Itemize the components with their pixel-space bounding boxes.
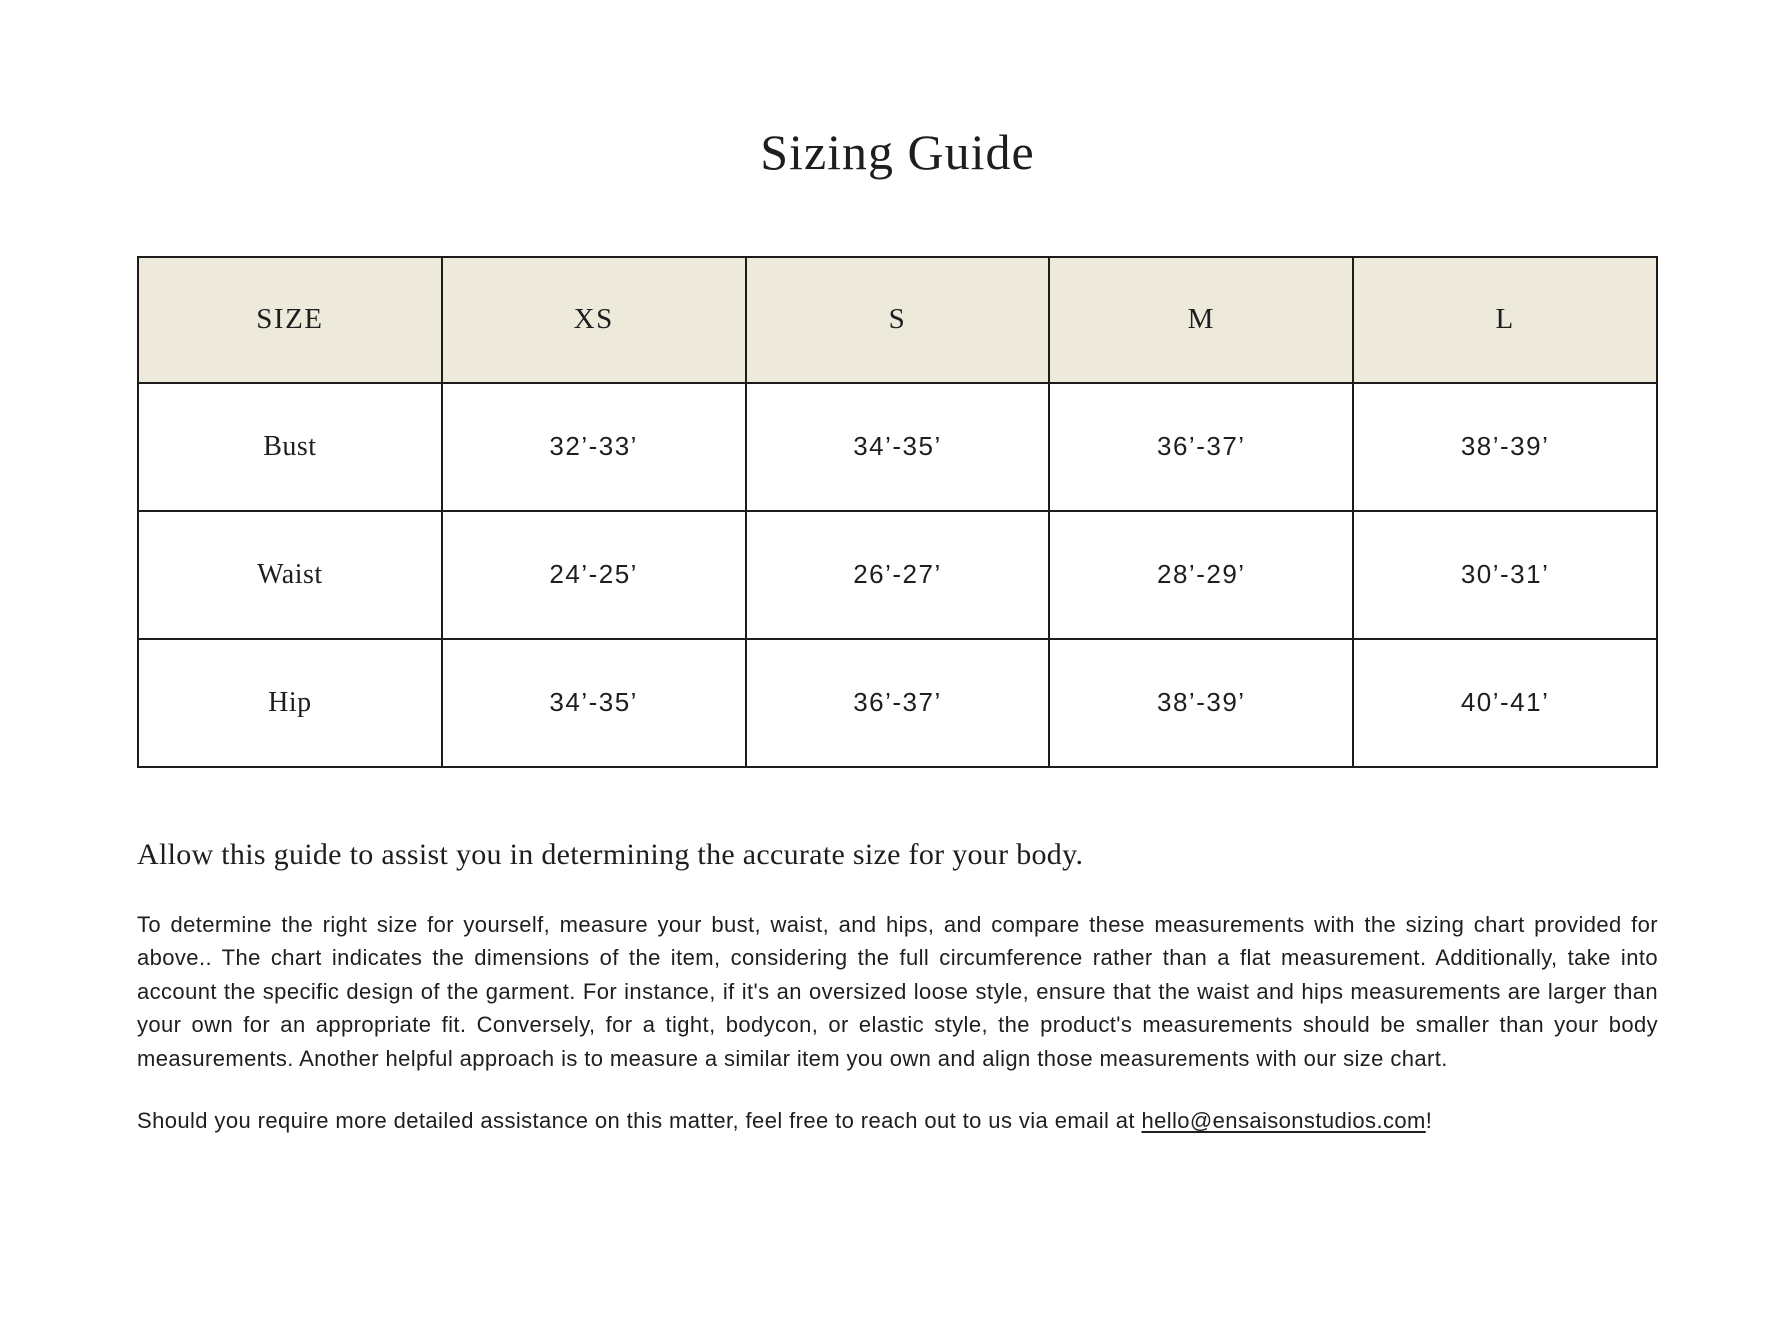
table-cell: 34’-35’ <box>746 383 1050 511</box>
size-chart-body <box>138 383 1657 767</box>
table-cell: 28’-29’ <box>1049 511 1353 639</box>
contact-email-link[interactable]: hello@ensaisonstudios.com <box>1141 1108 1426 1133</box>
table-cell: 40’-41’ <box>1353 639 1657 767</box>
row-label-bust: Bust <box>138 383 442 511</box>
guide-subheading: Allow this guide to assist you in determining the accurate size for your body. <box>137 837 1084 871</box>
contact-text-prefix: Should you require more detailed assistance on this matter, feel free to reach out to us via email at <box>137 1108 1142 1133</box>
guide-paragraph: To determine the right size for yourself, measure your bust, waist, and hips, and compare these measurements with the sizing chart provided for above.. The chart indicates the dimensions of the item, considering the full circumference rather than a flat measurement. Additionally, take into account the specific design of the garment. For instance, if it's an oversized loose style, ensure that the waist and hips measurements are larger than your own for an appropriate fit. Conversely, for a tight, bodycon, or elastic style, the product's measurements should be smaller than your body measurements. Another helpful approach is to measure a similar item you own and align those measurements with our size chart. <box>137 911 1658 1071</box>
column-header-xs: XS <box>442 257 746 383</box>
table-cell: 34’-35’ <box>442 639 746 767</box>
table-cell: 30’-31’ <box>1353 511 1657 639</box>
table-cell: 24’-25’ <box>442 511 746 639</box>
table-cell: 38’-39’ <box>1353 383 1657 511</box>
row-label-hip: Hip <box>138 639 442 767</box>
table-cell: 26’-27’ <box>746 511 1050 639</box>
row-label-waist: Waist <box>138 511 442 639</box>
size-chart-table <box>137 256 1658 768</box>
column-header-m: M <box>1049 257 1353 383</box>
table-cell: 36’-37’ <box>746 639 1050 767</box>
table-cell: 38’-39’ <box>1049 639 1353 767</box>
contact-line <box>137 1108 1658 1134</box>
column-header-size: SIZE <box>138 257 442 383</box>
table-row-waist <box>138 511 1657 639</box>
table-cell: 32’-33’ <box>442 383 746 511</box>
page-title: Sizing Guide <box>760 124 1035 180</box>
header-row <box>138 257 1657 383</box>
table-row-hip <box>138 639 1657 767</box>
table-row-bust <box>138 383 1657 511</box>
size-chart-header <box>138 257 1657 383</box>
column-header-s: S <box>746 257 1050 383</box>
column-header-l: L <box>1353 257 1657 383</box>
table-cell: 36’-37’ <box>1049 383 1353 511</box>
contact-text-suffix: ! <box>1425 1108 1433 1133</box>
